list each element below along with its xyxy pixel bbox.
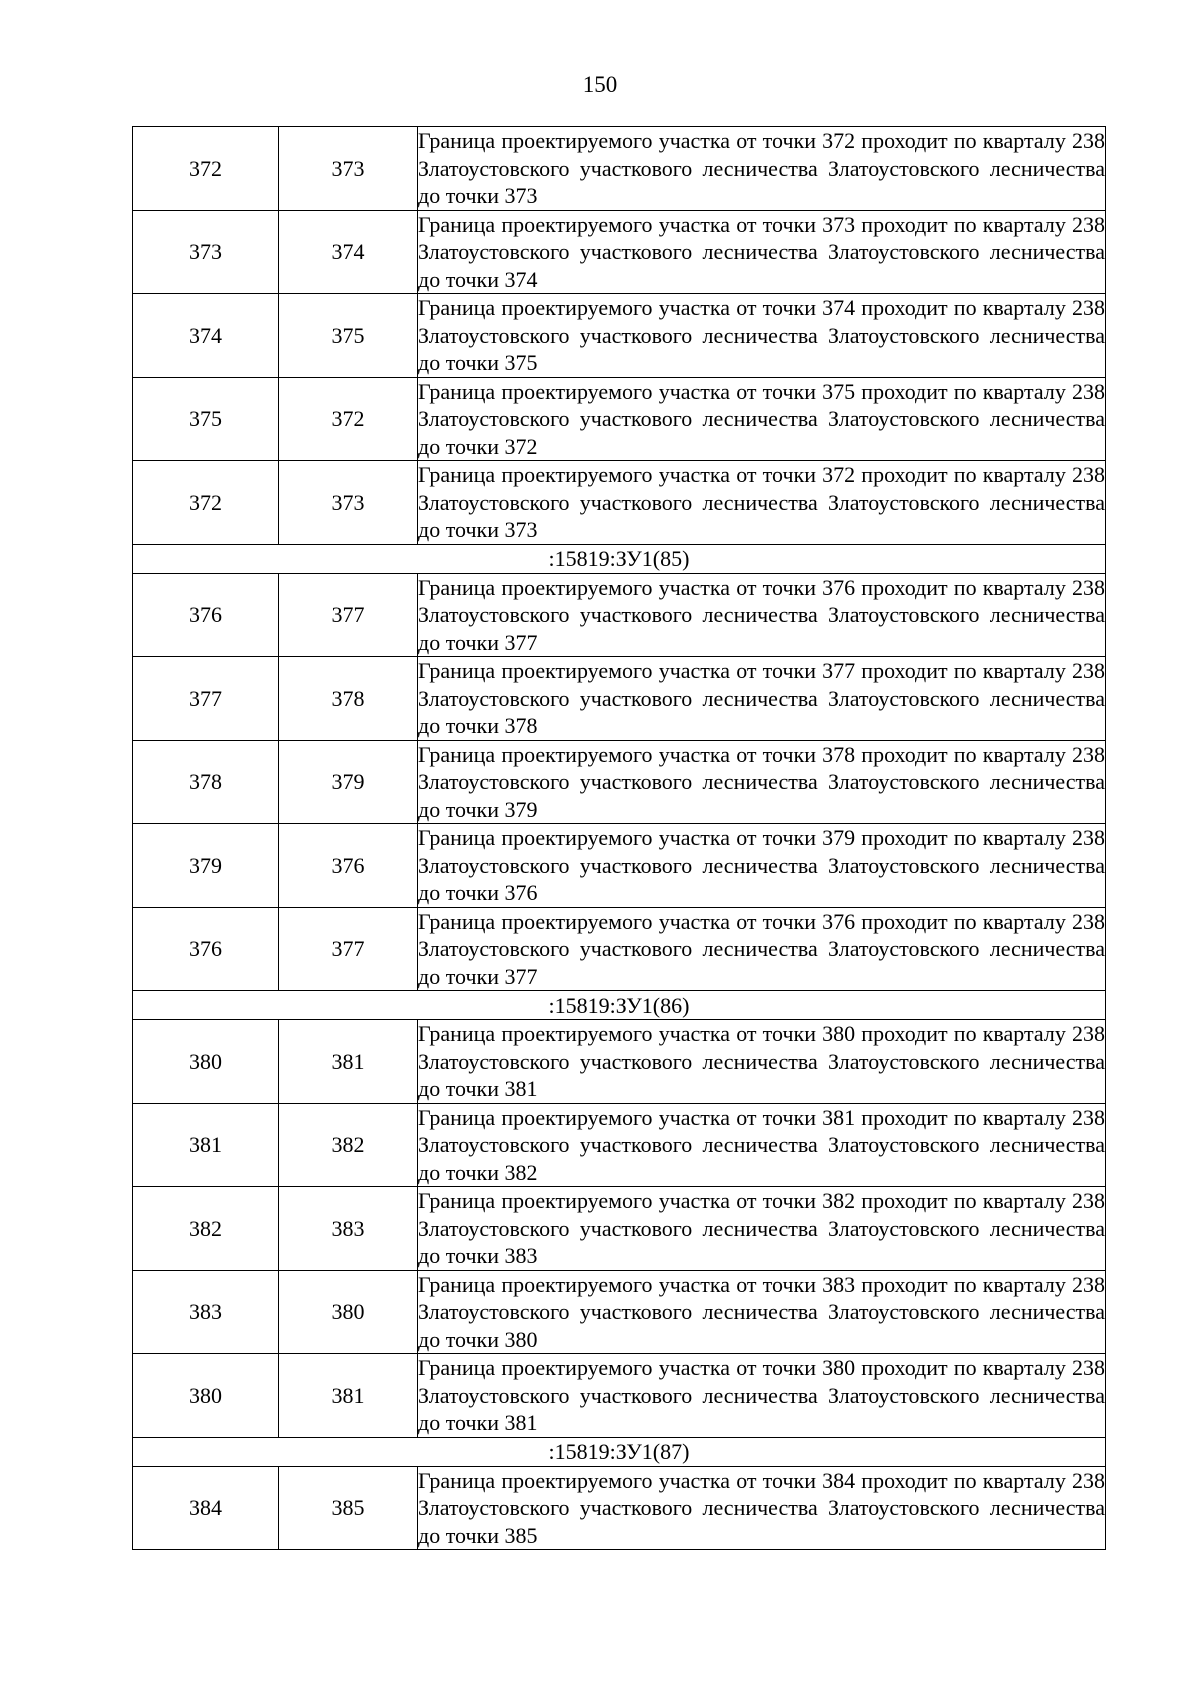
boundary-table xyxy=(132,126,1106,1550)
to-point-cell: 380 xyxy=(279,1270,418,1354)
description-cell: Граница проектируемого участка от точки 372 проходит по кварталу 238 Златоустовского участкового лесничества Златоустовского лесничества до точки 373 xyxy=(418,128,1105,208)
description-cell: Граница проектируемого участка от точки 375 проходит по кварталу 238 Златоустовского участкового лесничества Златоустовского лесничества до точки 372 xyxy=(418,378,1105,459)
from-point-cell: 381 xyxy=(133,1103,279,1187)
description-cell: Граница проектируемого участка от точки 380 проходит по кварталу 238 Златоустовского участкового лесничества Златоустовского лесничества до точки 381 xyxy=(418,1021,1105,1101)
table-row xyxy=(133,1466,1106,1550)
description-cell: Граница проектируемого участка от точки 383 проходит по кварталу 238 Златоустовского участкового лесничества Златоустовского лесничества до точки 380 xyxy=(418,1271,1105,1352)
from-point-cell: 377 xyxy=(133,657,279,741)
description-cell: Граница проектируемого участка от точки 381 проходит по кварталу 238 Златоустовского участкового лесничества Златоустовского лесничества до точки 382 xyxy=(418,1104,1105,1185)
section-header-row xyxy=(133,544,1106,573)
table-row xyxy=(133,294,1106,378)
section-label: :15819:ЗУ1(87) xyxy=(133,1437,1106,1466)
description-cell: Граница проектируемого участка от точки 380 проходит по кварталу 238 Златоустовского участкового лесничества Златоустовского лесничества до точки 381 xyxy=(418,1355,1105,1435)
table-row xyxy=(133,461,1106,545)
page-number: 150 xyxy=(582,72,618,97)
section-header-row xyxy=(133,1437,1106,1466)
table-row xyxy=(133,210,1106,294)
from-point-cell: 382 xyxy=(133,1187,279,1271)
table-row xyxy=(133,740,1106,824)
table-row xyxy=(133,1270,1106,1354)
from-point-cell: 372 xyxy=(133,127,279,211)
section-label: :15819:ЗУ1(85) xyxy=(133,544,1106,573)
table-row xyxy=(133,1103,1106,1187)
description-cell: Граница проектируемого участка от точки 378 проходит по кварталу 238 Златоустовского участкового лесничества Златоустовского лесничества до точки 379 xyxy=(418,741,1105,822)
from-point-cell: 373 xyxy=(133,210,279,294)
table-row xyxy=(133,377,1106,461)
from-point-cell: 384 xyxy=(133,1466,279,1550)
to-point-cell: 383 xyxy=(279,1187,418,1271)
to-point-cell: 372 xyxy=(279,377,418,461)
to-point-cell: 373 xyxy=(279,461,418,545)
to-point-cell: 375 xyxy=(279,294,418,378)
description-cell: Граница проектируемого участка от точки 376 проходит по кварталу 238 Златоустовского участкового лесничества Златоустовского лесничества до точки 377 xyxy=(418,908,1105,989)
from-point-cell: 376 xyxy=(133,573,279,657)
from-point-cell: 380 xyxy=(133,1354,279,1438)
section-header-row xyxy=(133,991,1106,1020)
description-cell: Граница проектируемого участка от точки 372 проходит по кварталу 238 Златоустовского участкового лесничества Златоустовского лесничества до точки 373 xyxy=(418,462,1105,542)
table-row xyxy=(133,907,1106,991)
table-body xyxy=(133,127,1106,1550)
description-cell: Граница проектируемого участка от точки 379 проходит по кварталу 238 Златоустовского участкового лесничества Златоустовского лесничества до точки 376 xyxy=(418,825,1105,905)
to-point-cell: 377 xyxy=(279,907,418,991)
to-point-cell: 381 xyxy=(279,1354,418,1438)
to-point-cell: 374 xyxy=(279,210,418,294)
description-cell: Граница проектируемого участка от точки 373 проходит по кварталу 238 Златоустовского участкового лесничества Златоустовского лесничества до точки 374 xyxy=(418,211,1105,292)
description-cell: Граница проектируемого участка от точки 377 проходит по кварталу 238 Златоустовского участкового лесничества Златоустовского лесничества до точки 378 xyxy=(418,658,1105,738)
table-row xyxy=(133,824,1106,908)
table-row xyxy=(133,1020,1106,1104)
from-point-cell: 375 xyxy=(133,377,279,461)
to-point-cell: 377 xyxy=(279,573,418,657)
table-row xyxy=(133,1354,1106,1438)
from-point-cell: 372 xyxy=(133,461,279,545)
to-point-cell: 376 xyxy=(279,824,418,908)
table-row xyxy=(133,657,1106,741)
from-point-cell: 378 xyxy=(133,740,279,824)
from-point-cell: 376 xyxy=(133,907,279,991)
description-cell: Граница проектируемого участка от точки 382 проходит по кварталу 238 Златоустовского участкового лесничества Златоустовского лесничества до точки 383 xyxy=(418,1188,1105,1268)
from-point-cell: 374 xyxy=(133,294,279,378)
to-point-cell: 381 xyxy=(279,1020,418,1104)
table-row xyxy=(133,1187,1106,1271)
to-point-cell: 385 xyxy=(279,1466,418,1550)
from-point-cell: 383 xyxy=(133,1270,279,1354)
to-point-cell: 379 xyxy=(279,740,418,824)
description-cell: Граница проектируемого участка от точки 384 проходит по кварталу 238 Златоустовского участкового лесничества Златоустовского лесничества до точки 385 xyxy=(418,1467,1105,1548)
to-point-cell: 382 xyxy=(279,1103,418,1187)
section-label: :15819:ЗУ1(86) xyxy=(133,991,1106,1020)
table-row xyxy=(133,573,1106,657)
to-point-cell: 373 xyxy=(279,127,418,211)
description-cell: Граница проектируемого участка от точки 376 проходит по кварталу 238 Златоустовского участкового лесничества Златоустовского лесничества до точки 377 xyxy=(418,574,1105,655)
to-point-cell: 378 xyxy=(279,657,418,741)
from-point-cell: 380 xyxy=(133,1020,279,1104)
description-cell: Граница проектируемого участка от точки 374 проходит по кварталу 238 Златоустовского участкового лесничества Златоустовского лесничества до точки 375 xyxy=(418,295,1105,375)
table-row xyxy=(133,127,1106,211)
from-point-cell: 379 xyxy=(133,824,279,908)
